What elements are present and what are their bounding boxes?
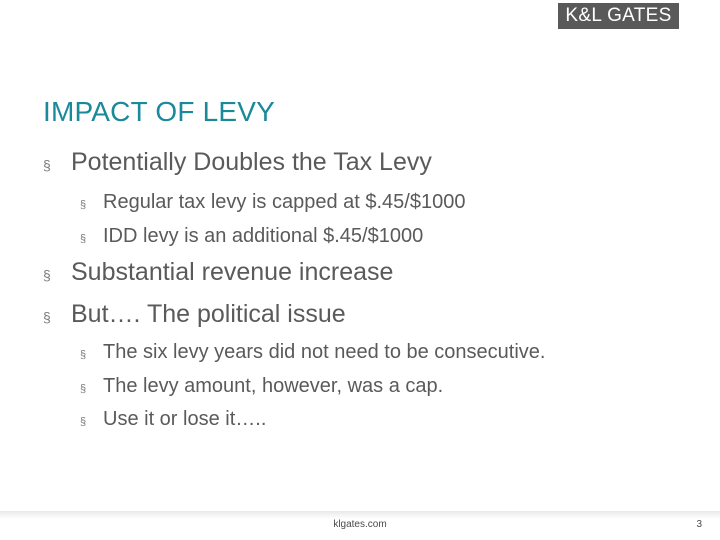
sub-bullet-text: The six levy years did not need to be consecutive. <box>103 341 546 363</box>
bullet-political-issue <box>43 300 346 329</box>
bullet-text: Potentially Doubles the Tax Levy <box>71 148 432 176</box>
bullet-marker: § <box>80 416 87 428</box>
sub-bullet-regular-levy <box>80 191 465 214</box>
sub-bullet-text: Regular tax levy is capped at $.45/$1000 <box>103 191 466 213</box>
sub-bullet-text: IDD levy is an additional $.45/$1000 <box>103 225 424 247</box>
footer-url[interactable]: klgates.com <box>333 519 387 530</box>
bullet-text: But…. The political issue <box>71 300 346 328</box>
bullet-substantial-revenue <box>43 258 393 287</box>
bullet-marker: § <box>43 157 51 173</box>
bullet-marker: § <box>80 233 87 245</box>
bullet-text: Substantial revenue increase <box>71 258 394 286</box>
bullet-marker: § <box>43 267 51 283</box>
sub-bullet-idd-levy <box>80 225 423 248</box>
sub-bullet-six-levy-years <box>80 341 545 364</box>
footer-divider <box>0 511 720 519</box>
bullet-marker: § <box>80 349 87 361</box>
bullet-marker: § <box>80 383 87 395</box>
bullet-marker: § <box>43 309 51 325</box>
sub-bullet-text: Use it or lose it….. <box>103 408 267 430</box>
sub-bullet-levy-cap <box>80 375 443 398</box>
bullet-marker: § <box>80 199 87 211</box>
bullet-potentially-doubles <box>43 148 432 177</box>
slide-title: IMPACT OF LEVY <box>43 96 276 127</box>
sub-bullet-use-it-or-lose-it <box>80 408 266 431</box>
kl-gates-logo: K&L GATES <box>558 3 679 29</box>
page-number: 3 <box>696 519 702 530</box>
sub-bullet-text: The levy amount, however, was a cap. <box>103 375 444 397</box>
